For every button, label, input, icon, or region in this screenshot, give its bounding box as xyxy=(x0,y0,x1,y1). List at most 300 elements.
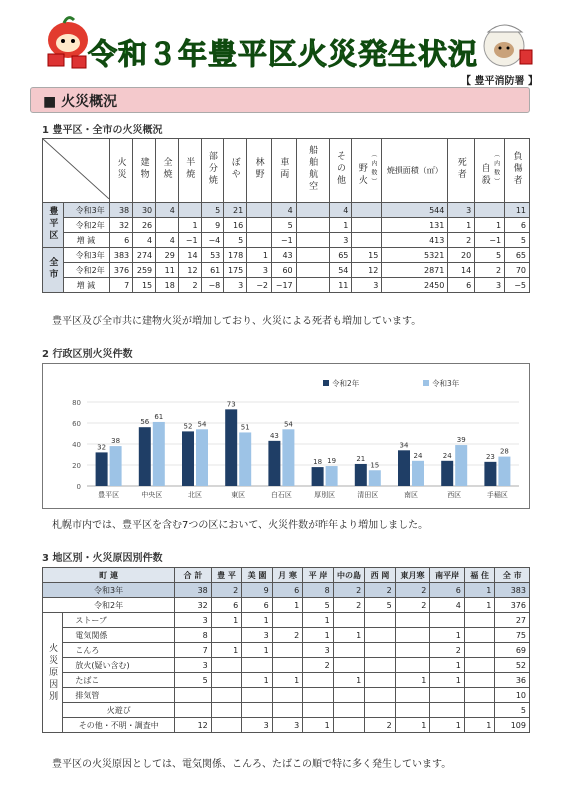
header-zen: 全焼 xyxy=(156,139,179,203)
cell: 5 xyxy=(303,598,334,613)
cell: −17 xyxy=(272,278,297,293)
cell: 3 xyxy=(247,263,272,278)
cell: 5 xyxy=(175,673,212,688)
cell: 16 xyxy=(224,218,247,233)
cell xyxy=(303,688,334,703)
cell xyxy=(365,703,396,718)
cell: 5 xyxy=(495,703,530,718)
cell: 5321 xyxy=(382,248,448,263)
legend-swatch xyxy=(423,380,429,386)
cell: 2450 xyxy=(382,278,448,293)
x-tick-label: 東区 xyxy=(231,491,246,499)
cell xyxy=(211,718,242,733)
row-label: 令和2年 xyxy=(43,598,175,613)
cell: 27 xyxy=(495,613,530,628)
x-tick-label: 白石区 xyxy=(270,491,292,499)
cell: 7 xyxy=(175,643,212,658)
table-header-row xyxy=(43,568,530,583)
cell xyxy=(211,628,242,643)
cell xyxy=(333,658,365,673)
cell xyxy=(333,613,365,628)
cell xyxy=(430,613,465,628)
data-label: 38 xyxy=(111,437,121,446)
cell: 1 xyxy=(178,218,201,233)
cell: 6 xyxy=(272,583,303,598)
cell: 1 xyxy=(395,673,430,688)
cell xyxy=(242,703,273,718)
cell xyxy=(464,613,495,628)
data-label: 54 xyxy=(283,420,293,429)
cell: 1 xyxy=(464,583,495,598)
cause-side-label: 火災原因別 xyxy=(43,613,63,733)
cell: 26 xyxy=(133,218,156,233)
cell xyxy=(242,658,273,673)
cell: 61 xyxy=(201,263,224,278)
cell: 69 xyxy=(495,643,530,658)
header-sharyo: 車両 xyxy=(272,139,297,203)
cell: 4 xyxy=(133,233,156,248)
y-tick-label: 80 xyxy=(72,399,81,407)
cell: 376 xyxy=(110,263,133,278)
bar-r2 xyxy=(182,431,194,486)
cell: 3 xyxy=(242,628,273,643)
cell: 6 xyxy=(505,218,530,233)
legend-label: 令和3年 xyxy=(432,379,460,388)
cell: 1 xyxy=(430,718,465,733)
cell: 2 xyxy=(303,658,334,673)
data-label: 28 xyxy=(499,447,509,456)
cell: 1 xyxy=(333,628,365,643)
table-row xyxy=(43,203,530,218)
row-label: 火遊び xyxy=(63,703,175,718)
table-row xyxy=(43,643,530,658)
data-label: 61 xyxy=(154,412,164,421)
cell xyxy=(247,203,272,218)
cell: 18 xyxy=(156,278,179,293)
data-label: 24 xyxy=(442,451,452,460)
cell: 2 xyxy=(430,643,465,658)
cell: 1 xyxy=(329,218,352,233)
cell: 4 xyxy=(156,233,179,248)
data-label: 51 xyxy=(240,423,250,432)
cell: 383 xyxy=(110,248,133,263)
cell: 53 xyxy=(201,248,224,263)
cell xyxy=(395,628,430,643)
bar-r3 xyxy=(412,461,424,486)
cell xyxy=(178,203,201,218)
cell xyxy=(352,218,382,233)
cell: 1 xyxy=(464,598,495,613)
cell: 109 xyxy=(495,718,530,733)
cell: 54 xyxy=(329,263,352,278)
cell: 3 xyxy=(303,643,334,658)
legend-label: 令和2年 xyxy=(332,379,360,388)
cell: 2 xyxy=(365,718,396,733)
cell: 60 xyxy=(272,263,297,278)
section2-note: 札幌市内では、豊平区を含む7つの区において、火災件数が昨年より増加しました。 xyxy=(52,520,429,531)
cell xyxy=(365,673,396,688)
table-row xyxy=(43,583,530,598)
cell: 20 xyxy=(448,248,475,263)
data-label: 24 xyxy=(413,451,423,460)
table-row xyxy=(43,248,530,263)
cell xyxy=(296,278,329,293)
cell: 15 xyxy=(352,248,382,263)
cell xyxy=(175,703,212,718)
cell: 7 xyxy=(110,278,133,293)
cell: −8 xyxy=(201,278,224,293)
cell: 1 xyxy=(242,643,273,658)
cell: 65 xyxy=(505,248,530,263)
header-cell: 中の島 xyxy=(333,568,365,583)
cell: 2 xyxy=(178,278,201,293)
cell: 1 xyxy=(211,613,242,628)
bar-r2 xyxy=(441,461,453,486)
row-label: 令和3年 xyxy=(43,583,175,598)
cell: 32 xyxy=(175,598,212,613)
table-row xyxy=(43,703,530,718)
cell: 376 xyxy=(495,598,530,613)
cell xyxy=(464,643,495,658)
bar-r2 xyxy=(96,452,108,486)
cell: 2 xyxy=(448,233,475,248)
row-label: 令和3年 xyxy=(63,248,110,263)
cell: 2 xyxy=(395,583,430,598)
header-noka: 野火 （内数） xyxy=(352,139,382,203)
bar-r2 xyxy=(484,462,496,486)
cell: −4 xyxy=(201,233,224,248)
department-label: 【 豊平消防署 】 xyxy=(461,76,538,87)
cell xyxy=(395,658,430,673)
section1-title: 1 豊平区・全市の火災概況 xyxy=(42,125,163,136)
table-row xyxy=(43,628,530,643)
cell: 274 xyxy=(133,248,156,263)
cell: 12 xyxy=(178,263,201,278)
header-rin: 林野 xyxy=(247,139,272,203)
cell xyxy=(352,203,382,218)
ward-fire-chart xyxy=(42,363,530,509)
header-cell: 全 市 xyxy=(495,568,530,583)
apple-mascot-icon xyxy=(44,12,100,72)
cell: 6 xyxy=(448,278,475,293)
x-tick-label: 手稲区 xyxy=(486,491,508,499)
cell xyxy=(303,673,334,688)
cell: 52 xyxy=(495,658,530,673)
section2-title: 2 行政区別火災件数 xyxy=(42,349,133,360)
cell: 2 xyxy=(365,583,396,598)
table-row xyxy=(43,673,530,688)
section-banner xyxy=(30,87,530,113)
cell xyxy=(333,718,365,733)
bar-r3 xyxy=(455,445,467,486)
data-label: 23 xyxy=(485,452,495,461)
bar-r2 xyxy=(312,467,324,486)
cell: 259 xyxy=(133,263,156,278)
cell: 175 xyxy=(224,263,247,278)
x-tick-label: 厚別区 xyxy=(314,491,336,499)
data-label: 19 xyxy=(327,457,337,466)
header-cell: 合 計 xyxy=(175,568,212,583)
cell: 6 xyxy=(211,598,242,613)
header-cell: 豊 平 xyxy=(211,568,242,583)
y-tick-label: 60 xyxy=(72,420,81,428)
data-label: 15 xyxy=(370,461,380,470)
cell: 12 xyxy=(175,718,212,733)
cell xyxy=(464,628,495,643)
cell: 5 xyxy=(365,598,396,613)
cell: 5 xyxy=(475,248,505,263)
data-label: 32 xyxy=(97,443,107,452)
cell xyxy=(247,218,272,233)
chart-svg xyxy=(43,364,529,508)
row-label: こんろ xyxy=(63,643,175,658)
cell xyxy=(333,688,365,703)
cell: 6 xyxy=(242,598,273,613)
bar-r3 xyxy=(326,466,338,486)
cell xyxy=(211,658,242,673)
data-label: 73 xyxy=(226,400,236,409)
data-label: 52 xyxy=(183,422,193,431)
cell: 2 xyxy=(395,598,430,613)
cell: 1 xyxy=(242,613,273,628)
cell: 3 xyxy=(475,278,505,293)
x-tick-label: 西区 xyxy=(447,491,462,499)
cell xyxy=(395,688,430,703)
cell: −2 xyxy=(247,278,272,293)
cell: 21 xyxy=(224,203,247,218)
cell: 131 xyxy=(382,218,448,233)
data-label: 34 xyxy=(399,441,409,450)
cell xyxy=(395,643,430,658)
cell: 3 xyxy=(242,718,273,733)
cell: 4 xyxy=(329,203,352,218)
cell xyxy=(242,688,273,703)
cell: 1 xyxy=(272,598,303,613)
cell: 11 xyxy=(156,263,179,278)
x-tick-label: 南区 xyxy=(404,491,418,499)
header-sonota: その他 xyxy=(329,139,352,203)
header-han: 半焼 xyxy=(178,139,201,203)
cell xyxy=(296,263,329,278)
cell: 1 xyxy=(430,628,465,643)
district-cause-table xyxy=(42,567,530,733)
table-row xyxy=(43,278,530,293)
group-label-toyohira: 豊平区 xyxy=(43,203,64,248)
cell xyxy=(156,218,179,233)
x-tick-label: 清田区 xyxy=(357,491,379,499)
cell xyxy=(296,233,329,248)
cell xyxy=(430,703,465,718)
bar-r3 xyxy=(110,446,122,486)
header-cell: 町 連 xyxy=(43,568,175,583)
data-label: 18 xyxy=(313,458,323,467)
cell: 6 xyxy=(110,233,133,248)
cell xyxy=(464,673,495,688)
cell: 9 xyxy=(242,583,273,598)
cell xyxy=(211,703,242,718)
bar-r2 xyxy=(139,427,151,486)
cell: 1 xyxy=(303,628,334,643)
cell xyxy=(333,703,365,718)
cell: 38 xyxy=(110,203,133,218)
cell: 1 xyxy=(464,718,495,733)
cell xyxy=(211,673,242,688)
cell: 1 xyxy=(333,673,365,688)
cell: 2 xyxy=(333,598,365,613)
cell xyxy=(365,643,396,658)
cell: 43 xyxy=(272,248,297,263)
bar-r2 xyxy=(268,441,280,486)
cell: −1 xyxy=(475,233,505,248)
cell: 3 xyxy=(175,658,212,673)
cell: 11 xyxy=(329,278,352,293)
header-cell: 西 岡 xyxy=(365,568,396,583)
bar-r3 xyxy=(153,422,165,486)
cell xyxy=(395,613,430,628)
cell: 3 xyxy=(352,278,382,293)
cell: 5 xyxy=(505,233,530,248)
data-label: 21 xyxy=(356,454,366,463)
cell: 544 xyxy=(382,203,448,218)
cell: 1 xyxy=(430,673,465,688)
cell xyxy=(272,643,303,658)
cell: 413 xyxy=(382,233,448,248)
table-row xyxy=(43,688,530,703)
row-label: 放火(疑い含む) xyxy=(63,658,175,673)
cell xyxy=(395,703,430,718)
cell xyxy=(296,203,329,218)
section3-note: 豊平区の火災原因としては、電気関係、こんろ、たばこの順で特に多く発生しています。 xyxy=(52,759,452,770)
cell: 5 xyxy=(272,218,297,233)
cell xyxy=(272,658,303,673)
row-label: その他・不明・調査中 xyxy=(63,718,175,733)
cell xyxy=(272,703,303,718)
table-row xyxy=(43,718,530,733)
data-label: 43 xyxy=(269,431,279,440)
cell: 2 xyxy=(475,263,505,278)
data-label: 56 xyxy=(140,418,150,427)
cell: 1 xyxy=(395,718,430,733)
bar-r3 xyxy=(239,432,251,486)
table-row xyxy=(43,613,530,628)
header-bubun: 部分焼 xyxy=(201,139,224,203)
cell: 1 xyxy=(242,673,273,688)
cell: 9 xyxy=(201,218,224,233)
cell: 8 xyxy=(175,628,212,643)
cell: 8 xyxy=(303,583,334,598)
y-tick-label: 20 xyxy=(72,462,81,470)
header-jisatsu: 自殺 （内数） xyxy=(475,139,505,203)
header-boya: ぼや xyxy=(224,139,247,203)
cell: 1 xyxy=(272,673,303,688)
row-label: 増 減 xyxy=(63,233,110,248)
row-label: ストーブ xyxy=(63,613,175,628)
header-cell: 南平岸 xyxy=(430,568,465,583)
table-row xyxy=(43,233,530,248)
row-label: 増 減 xyxy=(63,278,110,293)
section3-title: 3 地区別・火災原因別件数 xyxy=(42,553,163,564)
table-row xyxy=(43,658,530,673)
fire-overview-table xyxy=(42,138,530,293)
cell xyxy=(464,703,495,718)
cell: 4 xyxy=(430,598,465,613)
header-fire: 火災 xyxy=(110,139,133,203)
cell: 1 xyxy=(247,248,272,263)
cell: 4 xyxy=(272,203,297,218)
cell: 6 xyxy=(430,583,465,598)
x-tick-label: 豊平区 xyxy=(98,491,120,499)
cell: 2 xyxy=(272,628,303,643)
cell: 2 xyxy=(333,583,365,598)
table-row xyxy=(43,263,530,278)
cell: 30 xyxy=(133,203,156,218)
data-label: 39 xyxy=(456,436,466,445)
cell: 1 xyxy=(211,643,242,658)
cell xyxy=(296,218,329,233)
cell: 36 xyxy=(495,673,530,688)
legend-swatch xyxy=(323,380,329,386)
row-label: 排気管 xyxy=(63,688,175,703)
cell: 65 xyxy=(329,248,352,263)
sheep-mascot-icon xyxy=(478,16,536,74)
row-label: 令和2年 xyxy=(63,218,110,233)
cell: 14 xyxy=(448,263,475,278)
section-banner-title: ■ 火災概況 xyxy=(43,94,118,110)
header-senpaku: 船舶航空 xyxy=(296,139,329,203)
cell: −5 xyxy=(505,278,530,293)
cell xyxy=(211,688,242,703)
cell xyxy=(464,658,495,673)
cell: −1 xyxy=(178,233,201,248)
cell xyxy=(365,658,396,673)
cell: 2871 xyxy=(382,263,448,278)
cell xyxy=(352,233,382,248)
cell: 3 xyxy=(175,613,212,628)
header-bldg: 建物 xyxy=(133,139,156,203)
data-label: 54 xyxy=(197,420,207,429)
header-area: 焼損面積（㎡） xyxy=(382,139,448,203)
cell: 14 xyxy=(178,248,201,263)
cell: 2 xyxy=(211,583,242,598)
cell xyxy=(365,613,396,628)
page-title: 令和３年豊平区火災発生状況 xyxy=(87,37,478,71)
cell: 11 xyxy=(505,203,530,218)
cell: 38 xyxy=(175,583,212,598)
cell: 178 xyxy=(224,248,247,263)
header-cell: 福 住 xyxy=(464,568,495,583)
bar-r3 xyxy=(196,429,208,486)
header-cell: 月 寒 xyxy=(272,568,303,583)
cell: 1 xyxy=(430,658,465,673)
header-cell: 東月寒 xyxy=(395,568,430,583)
bar-r3 xyxy=(369,470,381,486)
cell: 32 xyxy=(110,218,133,233)
bar-r3 xyxy=(282,429,294,486)
cell: −1 xyxy=(272,233,297,248)
y-tick-label: 40 xyxy=(72,441,81,449)
cell: 3 xyxy=(329,233,352,248)
cell xyxy=(296,248,329,263)
diagonal-cell xyxy=(43,139,110,203)
bar-r3 xyxy=(498,457,510,486)
cell: 70 xyxy=(505,263,530,278)
bar-r2 xyxy=(225,409,237,486)
cell xyxy=(430,688,465,703)
cell: 5 xyxy=(224,233,247,248)
row-label: 令和3年 xyxy=(63,203,110,218)
header-cell: 平 岸 xyxy=(303,568,334,583)
cell: 1 xyxy=(303,718,334,733)
